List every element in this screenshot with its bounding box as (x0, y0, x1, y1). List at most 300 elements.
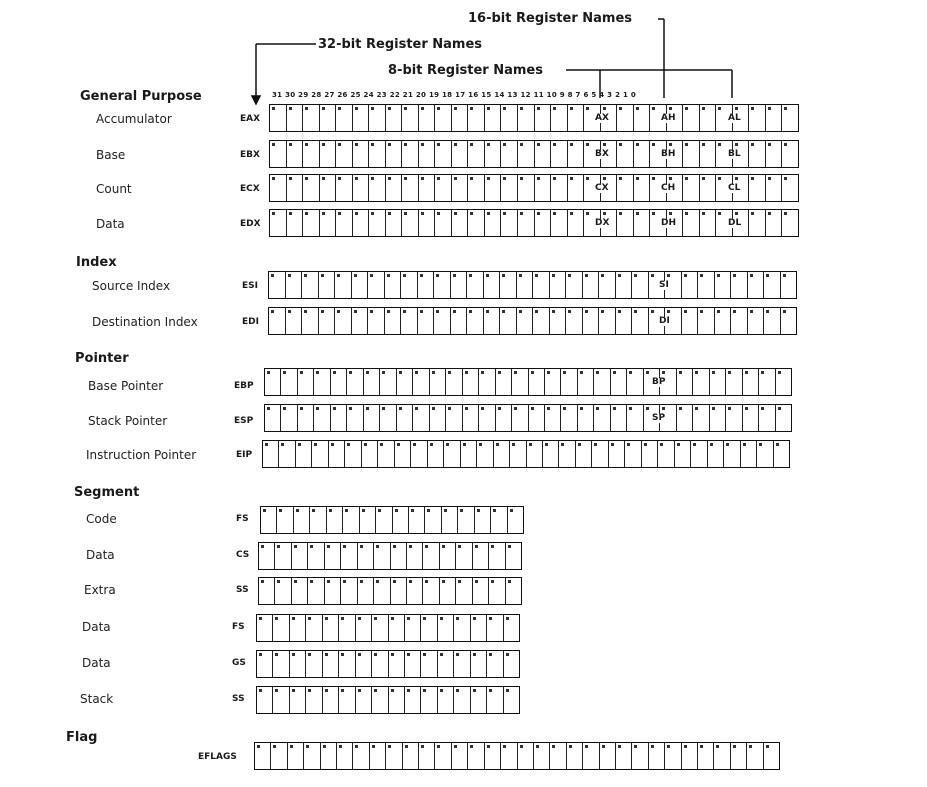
bit-cell (330, 405, 346, 431)
bit-cell (598, 308, 615, 334)
bit-cell (434, 141, 451, 167)
bit-cell (441, 507, 457, 533)
bit-cell (528, 405, 544, 431)
bit-cell (682, 210, 699, 236)
bit-cell (368, 210, 385, 236)
bit-cell (286, 210, 303, 236)
bit-cell (565, 272, 582, 298)
bit-cell (451, 105, 468, 131)
register-box-eip (262, 440, 790, 468)
bit-cell (439, 578, 455, 604)
bit-cell (470, 651, 486, 677)
bit-cell (560, 405, 576, 431)
bit-cell (676, 405, 692, 431)
bit-cell (424, 507, 440, 533)
bit-cell (261, 507, 276, 533)
bit-cell (263, 441, 278, 467)
bit-cell (357, 578, 373, 604)
bit-cell (714, 272, 731, 298)
bit-cell (476, 441, 492, 467)
bit-cell (780, 272, 797, 298)
bit-cell (334, 272, 351, 298)
bit-cell (352, 175, 369, 201)
register-label: Base Pointer (88, 379, 164, 393)
bit-cell (270, 141, 286, 167)
bit-cell (765, 210, 782, 236)
bit-cell (377, 441, 393, 467)
bit-cell (472, 578, 488, 604)
register-label: Instruction Pointer (86, 448, 197, 462)
bit-cell (445, 405, 461, 431)
bit-cell (517, 210, 534, 236)
section-segment: Segment (74, 485, 140, 500)
bit-cell (577, 405, 593, 431)
register-label: Destination Index (92, 315, 198, 329)
bit-cell (352, 105, 369, 131)
bit-cell (467, 105, 484, 131)
bit-cell (338, 651, 354, 677)
bit-cell (269, 272, 285, 298)
section-flag: Flag (66, 730, 98, 745)
bit-cell (420, 615, 436, 641)
bit-cell (404, 651, 420, 677)
register-name: EDI (242, 317, 259, 327)
bit-cell (484, 743, 500, 769)
bit-cell (302, 141, 319, 167)
bit-cell (748, 141, 765, 167)
bit-cell (302, 105, 319, 131)
bit-cell (295, 441, 311, 467)
bit-cell (517, 743, 533, 769)
bit-cell (257, 615, 272, 641)
bit-cell (549, 272, 566, 298)
bit-cell (631, 308, 648, 334)
bit-cell (297, 369, 313, 395)
bit-cell (305, 615, 321, 641)
bit-cell (313, 369, 329, 395)
bit-cell (357, 543, 373, 569)
bit-cell (451, 743, 467, 769)
bit-cell (488, 543, 504, 569)
bit-cell (756, 441, 772, 467)
bit-cell (305, 687, 321, 713)
bit-cell (467, 743, 483, 769)
bit-cell (516, 308, 533, 334)
bit-cell (272, 651, 288, 677)
bit-cell (392, 507, 408, 533)
bit-cell (608, 441, 624, 467)
section-index: Index (76, 255, 117, 270)
bit-cell (433, 308, 450, 334)
register-name: EIP (236, 450, 253, 460)
bit-cell (367, 308, 384, 334)
bit-cell (747, 308, 764, 334)
bit-cell (408, 507, 424, 533)
bit-cell (274, 578, 290, 604)
bit-cell (740, 441, 756, 467)
bit-cell (338, 687, 354, 713)
register-16bit-name: BP (652, 377, 666, 387)
bit-cell (401, 141, 418, 167)
bit-cell (274, 543, 290, 569)
bit-cell (269, 308, 285, 334)
bit-cell (453, 615, 469, 641)
bit-cell (500, 743, 516, 769)
bit-cell (467, 141, 484, 167)
bit-cell (311, 441, 327, 467)
bit-cell (725, 405, 741, 431)
bit-cell (499, 272, 516, 298)
bit-cell (330, 369, 346, 395)
bit-cell (319, 105, 336, 131)
bit-cell (457, 507, 473, 533)
register-16bit-name: DI (659, 316, 670, 326)
bit-cell (773, 441, 789, 467)
bit-cell (503, 651, 519, 677)
bit-cell (462, 369, 478, 395)
section-pointer: Pointer (75, 351, 129, 366)
bit-cell (682, 105, 699, 131)
bit-cell (297, 405, 313, 431)
bit-cell (505, 578, 521, 604)
bit-cell (748, 105, 765, 131)
bit-cell (340, 543, 356, 569)
register-label: Accumulator (96, 112, 172, 126)
bit-cell (385, 743, 401, 769)
bit-cell (401, 175, 418, 201)
bit-cell (781, 175, 798, 201)
bit-cell (270, 210, 286, 236)
bit-cell (550, 105, 567, 131)
register-name: ESI (242, 281, 258, 291)
bit-cell (351, 272, 368, 298)
bit-cell (633, 210, 650, 236)
bit-cell (725, 369, 741, 395)
bit-cell (324, 543, 340, 569)
bit-cell (681, 743, 697, 769)
bit-cell (511, 369, 527, 395)
bit-cell (692, 369, 708, 395)
bit-cell (406, 578, 422, 604)
bit-cell (616, 141, 633, 167)
bit-cell (400, 308, 417, 334)
bit-cell (303, 743, 319, 769)
bit-cell (692, 405, 708, 431)
register-name: ECX (240, 184, 260, 194)
bit-cell (466, 308, 483, 334)
bit-cell (633, 175, 650, 201)
register-label: Base (96, 148, 126, 162)
bit-cell (509, 441, 525, 467)
bit-cell (560, 369, 576, 395)
bit-cell (765, 105, 782, 131)
bit-cell (730, 272, 747, 298)
bit-cell (445, 369, 461, 395)
bit-cell (495, 369, 511, 395)
register-box-esi (268, 271, 797, 299)
bit-cell (371, 651, 387, 677)
bit-cell (291, 543, 307, 569)
bit-cell (534, 175, 551, 201)
register-box-segment (256, 650, 520, 678)
bit-cell (289, 651, 305, 677)
register-8bit-high-name: DH (661, 218, 677, 228)
bit-cell (714, 308, 731, 334)
bit-cell (450, 272, 467, 298)
bit-cell (517, 175, 534, 201)
bit-cell (781, 210, 798, 236)
bit-cell (493, 441, 509, 467)
bit-cell (532, 308, 549, 334)
bit-cell (443, 441, 459, 467)
bit-cell (699, 210, 716, 236)
bit-cell (368, 175, 385, 201)
bit-cell (466, 272, 483, 298)
bit-cell (335, 175, 352, 201)
bit-cell (319, 141, 336, 167)
bit-cell (781, 105, 798, 131)
callout-32bit-register-names: 32-bit Register Names (318, 37, 483, 52)
bit-cell (499, 308, 516, 334)
bit-cell (301, 272, 318, 298)
bit-cell (610, 405, 626, 431)
bit-cell (486, 615, 502, 641)
bit-cell (328, 441, 344, 467)
bit-cell (388, 651, 404, 677)
register-8bit-high-name: CH (661, 183, 676, 193)
bit-cell (390, 543, 406, 569)
register-8bit-low-name: CL (728, 183, 741, 193)
bit-cell (697, 308, 714, 334)
bit-cell (478, 405, 494, 431)
bit-cell (748, 210, 765, 236)
bit-cell (495, 405, 511, 431)
bit-cell (472, 543, 488, 569)
bit-cell (526, 441, 542, 467)
bit-cell (265, 405, 280, 431)
bit-cell (615, 743, 631, 769)
bit-cell (470, 615, 486, 641)
bit-cell (318, 272, 335, 298)
bit-cell (355, 687, 371, 713)
bit-cell (373, 578, 389, 604)
bit-cell (758, 369, 774, 395)
bit-cell (765, 141, 782, 167)
bit-cell (289, 687, 305, 713)
register-name: ESP (234, 416, 254, 426)
bit-cell (335, 141, 352, 167)
bit-cell (681, 272, 698, 298)
bit-cell (500, 105, 517, 131)
bit-cell (676, 369, 692, 395)
bit-cell (396, 369, 412, 395)
bit-cell (763, 308, 780, 334)
bit-cell (775, 405, 791, 431)
bit-cell (616, 175, 633, 201)
register-label: Stack Pointer (88, 414, 168, 428)
bit-cell (781, 141, 798, 167)
bit-cell (730, 743, 746, 769)
bit-cell (598, 272, 615, 298)
register-16bit-name: SI (659, 280, 669, 290)
bit-cell (434, 105, 451, 131)
register-label: Stack (80, 692, 114, 706)
bit-cell (270, 743, 286, 769)
bit-cell (404, 687, 420, 713)
bit-cell (503, 615, 519, 641)
bit-cell (575, 441, 591, 467)
bit-cell (486, 651, 502, 677)
bit-cell (507, 507, 523, 533)
bit-cell (384, 308, 401, 334)
bit-cell (616, 210, 633, 236)
bit-cell (467, 210, 484, 236)
register-box-segment (256, 614, 520, 642)
bit-cell (633, 105, 650, 131)
bit-cell (272, 687, 288, 713)
section-general-purpose: General Purpose (80, 89, 202, 104)
bit-cell (483, 308, 500, 334)
bit-cell (429, 369, 445, 395)
bit-cell (641, 441, 657, 467)
bit-cell (550, 141, 567, 167)
bit-cell (335, 105, 352, 131)
bit-cell (699, 105, 716, 131)
bit-cell (558, 441, 574, 467)
bit-cell (379, 369, 395, 395)
register-box-eax (269, 104, 799, 132)
bit-cell (474, 507, 490, 533)
bit-cell (709, 405, 725, 431)
bit-cell (591, 441, 607, 467)
bit-cell (371, 615, 387, 641)
bit-cell (516, 272, 533, 298)
bit-cell (565, 308, 582, 334)
bit-cell (369, 743, 385, 769)
bit-cell (534, 105, 551, 131)
bit-cell (270, 175, 286, 201)
bit-cell (690, 441, 706, 467)
bit-cell (503, 687, 519, 713)
bit-cell (500, 141, 517, 167)
register-label: Data (82, 620, 111, 634)
bit-cell (320, 743, 336, 769)
bit-cell (286, 105, 303, 131)
bit-cell (322, 687, 338, 713)
bit-cell (681, 308, 698, 334)
register-name: EAX (240, 114, 261, 124)
register-box-ecx (269, 174, 799, 202)
register-8bit-low-name: DL (728, 218, 742, 228)
bit-cell (412, 369, 428, 395)
register-label: Source Index (92, 279, 171, 293)
bit-cell (699, 175, 716, 201)
bit-cell (674, 441, 690, 467)
bit-cell (417, 272, 434, 298)
bit-cell (455, 578, 471, 604)
bit-cell (483, 272, 500, 298)
register-name: FS (232, 622, 245, 632)
bit-cell (542, 441, 558, 467)
bit-cell (631, 272, 648, 298)
bit-cell (259, 543, 274, 569)
bit-cell (307, 578, 323, 604)
bit-cell (352, 141, 369, 167)
bit-cell (488, 578, 504, 604)
bit-cell (286, 175, 303, 201)
bit-cell (467, 175, 484, 201)
bit-cell (265, 369, 280, 395)
bit-cell (427, 441, 443, 467)
bit-cell (549, 308, 566, 334)
bit-cell (334, 308, 351, 334)
bit-cell (420, 651, 436, 677)
register-box-ebp (264, 368, 792, 396)
register-name: EFLAGS (198, 752, 237, 762)
bit-cell (648, 743, 664, 769)
bit-cell (723, 441, 739, 467)
bit-cell (417, 308, 434, 334)
bit-cell (319, 210, 336, 236)
bit-cell (286, 141, 303, 167)
bit-cell (309, 507, 325, 533)
bit-cell (368, 141, 385, 167)
bit-cell (404, 615, 420, 641)
bit-cell (517, 105, 534, 131)
bit-cell (257, 687, 272, 713)
bit-cell (385, 175, 402, 201)
bit-cell (401, 105, 418, 131)
bit-cell (763, 272, 780, 298)
bit-cell (742, 405, 758, 431)
bit-cell (484, 175, 501, 201)
bit-cell (534, 141, 551, 167)
bit-cell (742, 369, 758, 395)
register-name: GS (232, 658, 246, 668)
register-16bit-name: SP (652, 413, 666, 423)
register-name: EDX (240, 219, 261, 229)
bit-cell (352, 743, 368, 769)
bit-cell (388, 687, 404, 713)
register-box-segment (260, 506, 524, 534)
bit-cell (682, 175, 699, 201)
bit-cell (439, 543, 455, 569)
bit-cell (453, 651, 469, 677)
bit-cell (361, 441, 377, 467)
register-box-esp (264, 404, 792, 432)
bit-cell (462, 405, 478, 431)
register-label: Data (82, 656, 111, 670)
bit-cell (550, 175, 567, 201)
bit-cell (451, 175, 468, 201)
bit-number-ruler: 31 30 29 28 27 26 25 24 23 22 21 20 19 18 17 16 15 14 13 12 11 10 9 8 7 6 5 4 3 2 1 0 (272, 91, 637, 99)
bit-cell (434, 743, 450, 769)
bit-cell (322, 651, 338, 677)
register-label: Extra (84, 583, 116, 597)
bit-cell (484, 210, 501, 236)
bit-cell (682, 141, 699, 167)
bit-cell (544, 405, 560, 431)
bit-cell (486, 687, 502, 713)
bit-cell (626, 405, 642, 431)
bit-cell (307, 543, 323, 569)
register-8bit-low-name: BL (728, 149, 741, 159)
register-label: Data (86, 548, 115, 562)
bit-cell (390, 578, 406, 604)
bit-cell (371, 687, 387, 713)
bit-cell (302, 210, 319, 236)
bit-cell (699, 141, 716, 167)
